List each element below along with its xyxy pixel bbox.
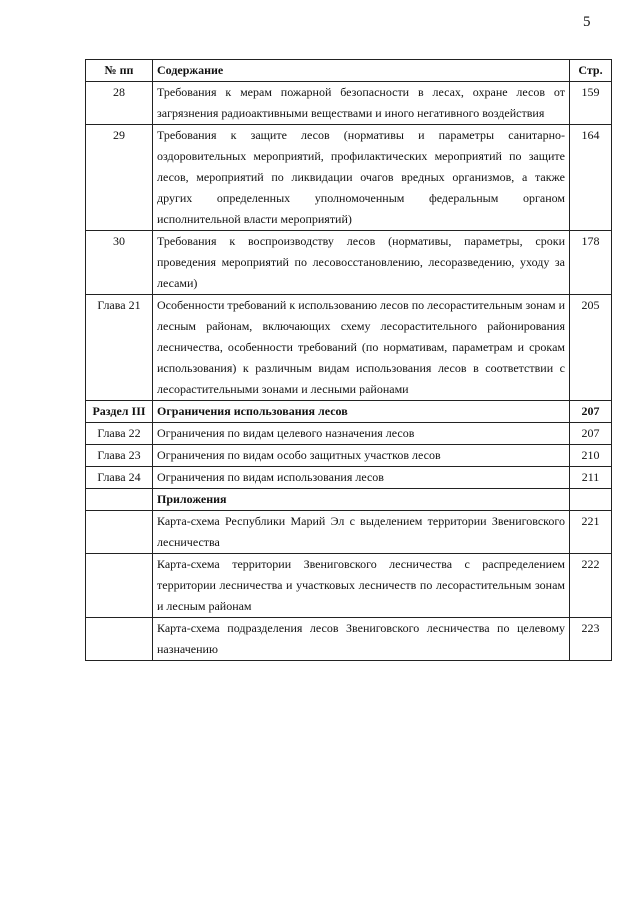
- row-number: Глава 22: [86, 423, 153, 445]
- row-content: Ограничения использования лесов: [153, 401, 570, 423]
- table-row: [86, 231, 612, 295]
- row-page: 205: [570, 295, 612, 401]
- table-row: [86, 82, 612, 125]
- row-number: Глава 23: [86, 445, 153, 467]
- row-content: Требования к защите лесов (нормативы и параметры санитарно-оздоровительных мероприятий, профилактических мероприятий по защите лесов, мероприятий по ликвидации очагов вредных организмов, а также других определенных уполномоченным федеральным органом исполнительной власти мероприятий): [153, 125, 570, 231]
- row-content: Карта-схема Республики Марий Эл с выделением территории Звениговского лесничества: [153, 511, 570, 554]
- table-row: [86, 489, 612, 511]
- row-number: [86, 554, 153, 618]
- page-number: 5: [583, 14, 591, 30]
- row-page: 223: [570, 618, 612, 661]
- header-number: № пп: [86, 60, 153, 82]
- row-content: Приложения: [153, 489, 570, 511]
- table-row: [86, 401, 612, 423]
- row-number: 30: [86, 231, 153, 295]
- table-of-contents: [85, 59, 612, 661]
- row-content: Требования к воспроизводству лесов (нормативы, параметры, сроки проведения мероприятий по лесовосстановлению, лесоразведению, уходу за лесами): [153, 231, 570, 295]
- row-number: Глава 24: [86, 467, 153, 489]
- row-page: 221: [570, 511, 612, 554]
- table-row: [86, 295, 612, 401]
- row-content: Карта-схема территории Звениговского лесничества с распределением территории лесничества и участковых лесничеств по лесорастительным зонам и лесным районам: [153, 554, 570, 618]
- table-row: [86, 467, 612, 489]
- row-content: Особенности требований к использованию лесов по лесорастительным зонам и лесным районам, включающих схему лесорастительного районирования лесничества, особенности требований (по нормативам, параметрам и срокам использования) к различным видам использования лесов в соответствии с лесорастительными зонами и лесными районами: [153, 295, 570, 401]
- row-page: 164: [570, 125, 612, 231]
- header-content: Содержание: [153, 60, 570, 82]
- row-number: [86, 618, 153, 661]
- row-page: 159: [570, 82, 612, 125]
- row-number: 28: [86, 82, 153, 125]
- row-number: Раздел III: [86, 401, 153, 423]
- table-row: [86, 423, 612, 445]
- row-content: Ограничения по видам целевого назначения лесов: [153, 423, 570, 445]
- table-header-row: [86, 60, 612, 82]
- row-number: Глава 21: [86, 295, 153, 401]
- row-content: Требования к мерам пожарной безопасности в лесах, охране лесов от загрязнения радиоактивными веществами и иного негативного воздействия: [153, 82, 570, 125]
- table-row: [86, 445, 612, 467]
- table-row: [86, 511, 612, 554]
- row-page: 207: [570, 423, 612, 445]
- row-page: 222: [570, 554, 612, 618]
- table-row: [86, 554, 612, 618]
- row-number: [86, 489, 153, 511]
- header-page: Стр.: [570, 60, 612, 82]
- row-content: Карта-схема подразделения лесов Звениговского лесничества по целевому назначению: [153, 618, 570, 661]
- row-page: 178: [570, 231, 612, 295]
- row-content: Ограничения по видам особо защитных участков лесов: [153, 445, 570, 467]
- table-body: [86, 82, 612, 661]
- table-row: [86, 618, 612, 661]
- row-page: 207: [570, 401, 612, 423]
- row-page: 210: [570, 445, 612, 467]
- row-page: [570, 489, 612, 511]
- row-content: Ограничения по видам использования лесов: [153, 467, 570, 489]
- row-number: 29: [86, 125, 153, 231]
- row-number: [86, 511, 153, 554]
- table-row: [86, 125, 612, 231]
- row-page: 211: [570, 467, 612, 489]
